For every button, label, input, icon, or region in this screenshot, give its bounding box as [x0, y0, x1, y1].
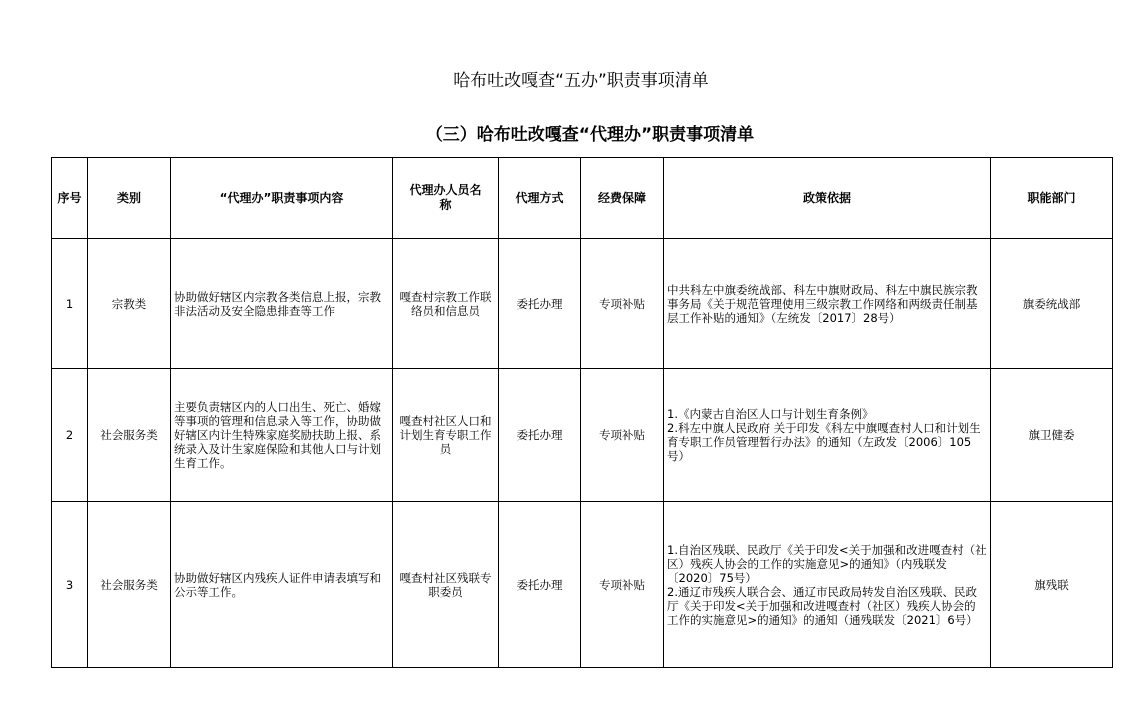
cell-category: 宗教类: [88, 239, 171, 369]
cell-content: 协助做好辖区内宗教各类信息上报，宗教非法活动及安全隐患排查等工作: [171, 239, 393, 369]
cell-funding: 专项补贴: [581, 239, 664, 369]
cell-category: 社会服务类: [88, 369, 171, 502]
basis-item: 中共科左中旗委统战部、科左中旗财政局、科左中旗民族宗教事务局《关于规范管理使用三级宗教工作网络和两级责任制基层工作补贴的通知》（左统发〔2017〕28号）: [667, 282, 978, 325]
cell-method: 委托办理: [499, 502, 581, 668]
basis-item: 1.《内蒙古自治区人口与计划生育条例》: [667, 407, 874, 421]
header-funding: 经费保障: [581, 158, 664, 239]
table-header-row: [52, 158, 1113, 239]
cell-dept: 旗残联: [991, 502, 1113, 668]
cell-method: 委托办理: [499, 369, 581, 502]
cell-seq: 3: [52, 502, 88, 668]
basis-item: 1.自治区残联、民政厅《关于印发<关于加强和改进嘎查村（社区）残疾人协会的工作的实施意见>的通知》（内残联发〔2020〕75号）: [667, 542, 987, 585]
document-subtitle: （三）哈布吐改嘎查“代理办”职责事项清单: [425, 125, 755, 145]
header-method: 代理方式: [499, 158, 581, 239]
cell-funding: 专项补贴: [581, 502, 664, 668]
cell-content: 协助做好辖区内残疾人证件申请表填写和公示等工作。: [171, 502, 393, 668]
header-dept: 职能部门: [991, 158, 1113, 239]
header-content: “代理办”职责事项内容: [171, 158, 393, 239]
cell-funding: 专项补贴: [581, 369, 664, 502]
cell-agent: 嘎查村宗教工作联络员和信息员: [393, 239, 499, 369]
basis-item: 2.科左中旗人民政府 关于印发《科左中旗嘎查村人口和计划生育专职工作员管理暂行办法》的通知（左政发〔2006〕105号）: [667, 421, 981, 463]
cell-agent: 嘎查村社区残联专职委员: [393, 502, 499, 668]
table-row: [52, 502, 1113, 668]
cell-basis: [664, 502, 991, 668]
cell-seq: 1: [52, 239, 88, 369]
header-basis: 政策依据: [664, 158, 991, 239]
cell-method: 委托办理: [499, 239, 581, 369]
header-category: 类别: [88, 158, 171, 239]
basis-item: 2.通辽市残疾人联合会、通辽市民政局转发自治区残联、民政厅《关于印发<关于加强和改进嘎查村（社区）残疾人协会的工作的实施意见>的通知》的通知（通残联发〔2021〕6号）: [667, 584, 978, 627]
header-agent: 代理办人员名称: [393, 158, 499, 239]
cell-content: 主要负责辖区内的人口出生、死亡、婚嫁等事项的管理和信息录入等工作，协助做好辖区内计生特殊家庭奖励扶助上报、系统录入及计生家庭保险和其他人口与计划生育工作。: [171, 369, 393, 502]
cell-dept: 旗委统战部: [991, 239, 1113, 369]
cell-basis: [664, 369, 991, 502]
header-seq: 序号: [52, 158, 88, 239]
table-row: [52, 239, 1113, 369]
cell-dept: 旗卫健委: [991, 369, 1113, 502]
cell-category: 社会服务类: [88, 502, 171, 668]
cell-agent: 嘎查村社区人口和计划生育专职工作员: [393, 369, 499, 502]
cell-basis: [664, 239, 991, 369]
table-row: [52, 369, 1113, 502]
cell-seq: 2: [52, 369, 88, 502]
duty-table: [51, 157, 1113, 668]
document-title: 哈布吐改嘎查“五办”职责事项清单: [453, 71, 709, 91]
